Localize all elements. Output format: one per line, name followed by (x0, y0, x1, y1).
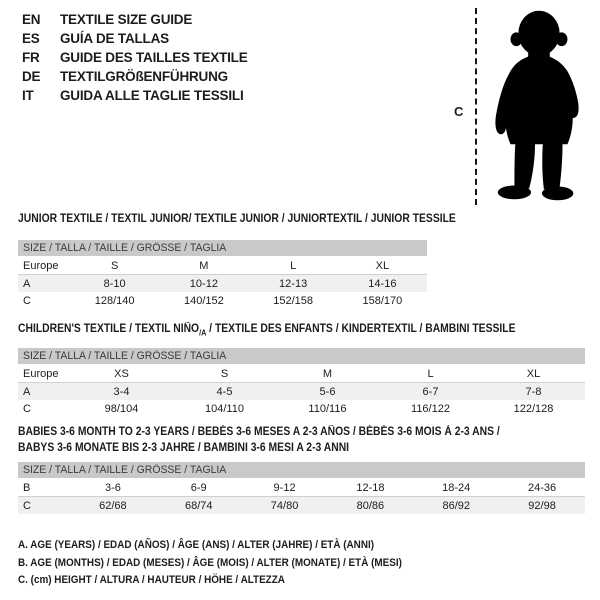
size-cell: 12-18 (356, 481, 385, 494)
size-cell: 24-36 (527, 481, 557, 494)
size-cell: S (220, 367, 229, 380)
size-cell: 104/110 (205, 402, 244, 415)
row-label: C (23, 499, 31, 512)
size-cell: 92/98 (528, 499, 556, 512)
size-cell: M (199, 259, 209, 272)
table-row (18, 275, 427, 292)
table-row (18, 292, 427, 309)
babies-section-title: BABIES 3-6 MONTH TO 2-3 YEARS / BEBÉS 3-6 MESES A 2-3 AÑOS / BÉBÉS 3-6 MOIS À 2-3 ANS / BABYS 3-6 MONATE BIS 2-3 JAHRE / BAMBINI 3-6 MESI A 2-3 ANNI (18, 426, 500, 454)
row-label: A (23, 385, 31, 398)
size-cell: 116/122 (411, 402, 450, 415)
row-label: Europe (23, 367, 59, 380)
size-cell: L (427, 367, 434, 380)
language-row-es (22, 29, 248, 48)
size-cell: XL (526, 367, 541, 380)
table-row (18, 383, 585, 400)
row-label: A (23, 277, 31, 290)
size-cell: 98/104 (104, 402, 139, 415)
language-title-list (22, 10, 248, 105)
size-cell: 80/86 (356, 499, 385, 512)
junior-size-table (18, 257, 427, 309)
table-row (18, 497, 585, 514)
junior-section-title: JUNIOR TEXTILE / TEXTIL JUNIOR/ TEXTILE JUNIOR / JUNIORTEXTIL / JUNIOR TESSILE (18, 213, 456, 225)
size-cell: M (322, 367, 333, 380)
size-cell: 3-6 (104, 481, 121, 494)
size-cell: XS (114, 367, 129, 380)
row-label: B (23, 481, 31, 494)
language-code: FR (22, 50, 40, 65)
size-cell: 140/152 (183, 294, 224, 307)
children-size-table (18, 365, 585, 417)
row-label: C (23, 402, 31, 415)
size-header-bar: SIZE / TALLA / TAILLE / GRÖSSE / TAGLIA (18, 240, 427, 256)
size-cell: 6-7 (422, 385, 439, 398)
size-cell: XL (375, 259, 390, 272)
table-row (18, 257, 427, 275)
size-cell: 10-12 (189, 277, 218, 290)
language-row-de (22, 67, 248, 86)
size-cell: 8-10 (103, 277, 126, 290)
language-row-it (22, 86, 248, 105)
language-code: DE (22, 69, 41, 84)
size-cell: 5-6 (319, 385, 336, 398)
babies-size-table (18, 479, 585, 514)
legend-notes (18, 537, 445, 590)
language-code: EN (22, 12, 41, 27)
language-title: TEXTILGRÖßENFÜHRUNG (60, 69, 228, 84)
language-row-fr (22, 48, 248, 67)
measure-label-c: C (454, 104, 464, 119)
baby-silhouette-icon (484, 6, 592, 204)
language-code: ES (22, 31, 40, 46)
note-line-a: A. AGE (YEARS) / EDAD (AÑOS) / ÂGE (ANS) / ALTER (JAHRE) / ETÀ (ANNI) (18, 539, 375, 551)
note-line-c: C. (cm) HEIGHT / ALTURA / HAUTEUR / HÖHE / ALTEZZA (18, 574, 285, 586)
height-measure-figure (452, 4, 598, 210)
size-cell: 158/170 (362, 294, 403, 307)
size-cell: 12-13 (279, 277, 308, 290)
size-cell: L (290, 259, 297, 272)
size-header-bar: SIZE / TALLA / TAILLE / GRÖSSE / TAGLIA (18, 348, 585, 364)
size-cell: 68/74 (184, 499, 213, 512)
language-title: GUÍA DE TALLAS (60, 31, 169, 46)
title-subscript: /A (199, 328, 207, 338)
size-cell: 152/158 (273, 294, 313, 307)
size-header-bar: SIZE / TALLA / TAILLE / GRÖSSE / TAGLIA (18, 462, 585, 478)
language-title: GUIDE DES TAILLES TEXTILE (60, 50, 248, 65)
table-row (18, 365, 585, 383)
size-cell: 18-24 (442, 481, 471, 494)
size-cell: 14-16 (368, 277, 397, 290)
row-label: C (23, 294, 31, 307)
size-cell: 7-8 (525, 385, 542, 398)
size-cell: 74/80 (270, 499, 299, 512)
size-cell: 62/68 (99, 499, 127, 512)
row-label: Europe (23, 259, 59, 272)
size-cell: S (110, 259, 119, 272)
height-measure-dashed-line (475, 8, 477, 205)
size-cell: 110/116 (308, 402, 347, 415)
size-cell: 128/140 (94, 294, 135, 307)
size-cell: 4-5 (216, 385, 233, 398)
language-title: TEXTILE SIZE GUIDE (60, 12, 193, 27)
size-cell: 86/92 (442, 499, 470, 512)
size-cell: 9-12 (273, 481, 296, 494)
size-cell: 3-4 (113, 385, 130, 398)
language-code: IT (22, 88, 34, 103)
size-cell: 6-9 (190, 481, 207, 494)
language-title: GUIDA ALLE TAGLIE TESSILI (60, 88, 244, 103)
size-cell: 122/128 (513, 402, 554, 415)
children-section-title: CHILDREN'S TEXTILE / TEXTIL $NIÑO_{/A}$ / TEXTILE DES ENFANTS / KINDERTEXTIL / BAMBINI TESSILE (18, 323, 516, 338)
table-row (18, 479, 585, 497)
table-row (18, 400, 585, 417)
note-line-b: B. AGE (MONTHS) / EDAD (MESES) / ÂGE (MOIS) / ALTER (MONATE) / ETÀ (MESI) (18, 556, 402, 569)
language-row-en (22, 10, 248, 29)
